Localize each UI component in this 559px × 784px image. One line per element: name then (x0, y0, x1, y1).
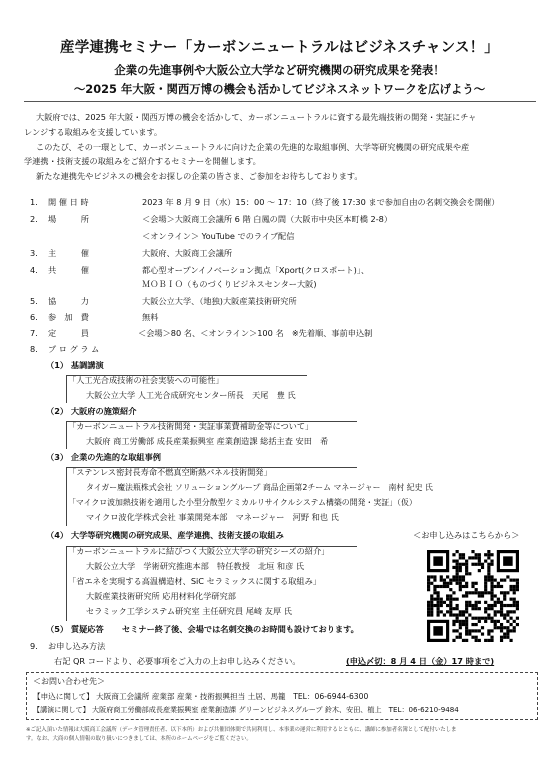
privacy-footnote: ※ご記入頂いた情報は大阪商工会議所（データ管理責任者、以下本所）および共催団体間で共同利用し、本事業の運営に利用するとともに、講師に参加者名簿として配付いたしま す。なお、大商の個人情報の取り扱いにつきましては、本所のホームページをご覧ください。 (26, 727, 457, 742)
intro-line: このたび、その一環として、カーボンニュートラルに向けた企業の先進的な取組事例、大学等研究機関の研究成果や産 (36, 141, 470, 152)
subtitle-line-2: ～2025 年大阪・関西万博の機会も活かしてビジネスネットワークを広げよう～ (73, 82, 486, 96)
contact-box (26, 672, 538, 720)
header-divider (24, 101, 536, 102)
intro-line: 新たな連携先やビジネスの機会をお探しの企業の皆さま、ご参加をお待ちしております。 (36, 171, 363, 182)
contact-line-lecture: 【講演に関して】 大阪府商工労働部成長産業振興室 産業創造課 グリーンビジネスグループ 鈴木、安田、植上 TEL：06-6210-9484 (33, 705, 459, 714)
contact-line-apply: 【申込に関して】 大阪商工会議所 産業部 産業・技術振興担当 土居、馬籠 TEL：06-6944-6300 (33, 692, 369, 701)
apply-deadline: (申込〆切：8 月 4 日（金）17 時まで) (346, 656, 495, 666)
intro-line: 大阪府では、2025 年大阪・関西万博の機会を活かして、カーボンニュートラルに資する最先端技術の開発・実証にチャ (36, 112, 477, 122)
contact-heading: ＜お問い合わせ先＞ (33, 677, 105, 686)
intro-paragraph (24, 110, 536, 184)
qr-code-icon[interactable] (427, 550, 519, 642)
intro-line: 学連携・技術支援の取組みをご紹介するセミナーを開催します。 (24, 156, 261, 167)
flyer-page: 産学連携セミナー「カーボンニュートラルはビジネスチャンス！」 企業の先進事例や大阪公立大学など研究機関の研究成果を発表！ ～2025 年大阪・関西万博の機会も活かしてビジネスネットワークを広げよう～ 大阪府では、2025 年大阪・関西万博の機会を活かして、カーボンニュートラルに資する最先端技術の開発・実証にチャ レンジする取組みを支援しています。 このたび、その一環として、カーボンニュートラルに向けた企業の先進的な取組事例、大学等研究機関の研究成果や産 学連携・技術支援の取組みをご紹介するセミナーを開催します。 新たな連携先やビジネスの機会をお探しの企業の皆さま、ご参加をお待ちしております。 1. 開 催 日 時 2023 年 8 月 9 日（水）15：00 ～ 17：10（終了後 17:30 まで参加自由の名刺交換会を開催） 2. 場 所 ＜会場＞大阪商工会議所 6 階 白鳳の間（大阪市中央区本町橋 2-8） ＜オンライン＞ YouTube でのライブ配信 3. 主 催 大阪府、大阪商工会議所 4. 共 催 都心型オープンイノベーション拠点「Xport(クロスポート)」、 ＭＯＢＩＯ（ものづくりビジネスセンター大阪) 5. 協 力 大阪公立大学、（地独)大阪産業技術研究所 6. 参 加 費 無料 7. 定 員 ＜会場＞80 名、＜オンライン＞100 名 ※先着順、事前申込制 8. プ ロ グ ラ ム （1） 基調講演 「人工光合成技術の社会実装への可能性」 大阪公立大学 人工光合成研究センター所長 天尾 豊 氏 （2） 大阪府の施策紹介 「カーボンニュートラル技術開発・実証事業費補助金等について」 大阪府 商工労働部 成長産業振興室 産業創造課 総括主査 安田 希 （3） 企業の先進的な取組事例 「ステンレス密封長寿命不燃真空断熱パネル技術開発」 タイガー魔法瓶株式会社 ソリューショングループ 商品企画第2チーム マネージャー 南村 紀史 氏 「マイクロ波加熱技術を適用した小型分散型ケミカルリサイクルシステム構築の開発・実証」（仮） マイクロ波化学株式会社 事業開発本部 マネージャー 河野 和也 氏 （4） 大学等研究機関の研究成果、産学連携、技術支援の取組み ＜お申し込みはこちらから＞ 「カーボンニュートラルに結びつく大阪公立大学の研究シーズの紹介」 大阪公立大学 学術研究推進本部 特任教授 北垣 和彦 氏 「省エネを実現する高温構造材、SiC セラミックスに関する取組み」 大阪産業技術研究所 応用材料化学研究部 セラミック工学システム研究室 主任研究員 尾崎 友厚 氏 （5） 質疑応答 セミナー終了後、会場では名刺交換のお時間も設けております。 9. お申し込み方法 右記 QR コードより、必要事項をご入力の上お申し込みください。 (申込〆切：8 月 4 日（金）17 時まで) ＜お問い合わせ先＞ 【申込に関して】 大阪商工会議所 産業部 産業・技術振興担当 土居、馬籠 TEL：06-6944-6300 【講演に関して】 大阪府商工労働部成長産業振興室 産業創造課 グリーンビジネスグループ 鈴木、安田、植上 TEL：06-6210-9484 ※ご記入頂いた情報は大阪商工会議所（データ管理責任者、以下本所）および共催団体間で共同利用し、本事業の運営に利用するとともに、講師に参加者名簿として配付いたしま す。なお、大商の個人情報の取り扱いにつきましては、本所のホームページをご覧ください。 (0, 0, 559, 784)
intro-line: レンジする取組みを支援しています。 (24, 126, 163, 137)
subtitle-line-1: 企業の先進事例や大阪公立大学など研究機関の研究成果を発表！ (114, 63, 445, 77)
page-title: 産学連携セミナー「カーボンニュートラルはビジネスチャンス！」 (60, 40, 499, 56)
